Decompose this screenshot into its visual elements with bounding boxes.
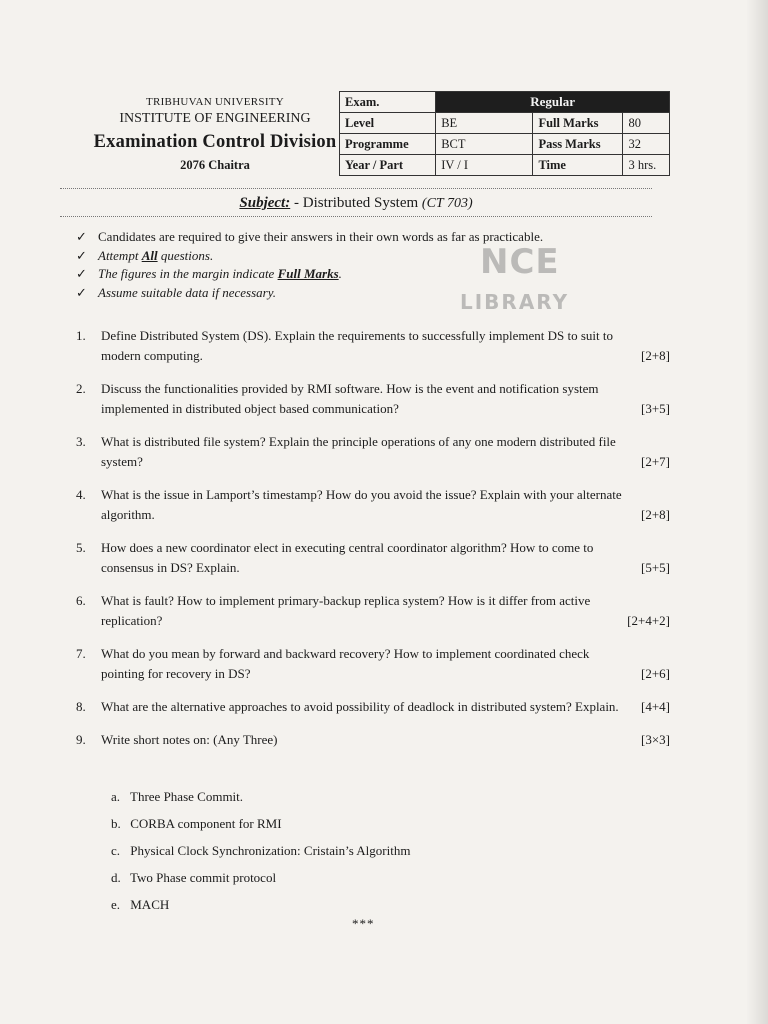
question-marks: [3+5] bbox=[641, 401, 670, 416]
question-number: 9. bbox=[76, 732, 86, 747]
short-note-item bbox=[111, 787, 410, 814]
division-name: Examination Control Division bbox=[93, 132, 337, 152]
stamp-line-2: LIBRARY bbox=[460, 290, 570, 314]
question-marks: [4+4] bbox=[641, 699, 670, 714]
instruction-text-pre: The figures in the margin indicate bbox=[98, 266, 278, 281]
short-note-letter: b. bbox=[111, 816, 121, 831]
end-mark: *** bbox=[352, 916, 375, 931]
question-item bbox=[76, 432, 672, 472]
divider-top bbox=[60, 188, 652, 189]
question-text: What do you mean by forward and backward recovery? How to implement coordinated check pointing for recovery in DS? bbox=[101, 646, 590, 681]
question-number: 7. bbox=[76, 646, 86, 661]
question-marks: [2+8] bbox=[641, 348, 670, 363]
exam-info-table bbox=[339, 91, 670, 176]
question-number: 1. bbox=[76, 328, 86, 343]
question-marks: [2+8] bbox=[641, 507, 670, 522]
subject-separator: - bbox=[290, 195, 303, 211]
question-number: 8. bbox=[76, 699, 86, 714]
short-note-letter: a. bbox=[111, 789, 121, 804]
question-text: What are the alternative approaches to avoid possibility of deadlock in distributed system? Explain. bbox=[101, 699, 619, 714]
time-value: 3 hrs. bbox=[623, 155, 670, 176]
exam-row bbox=[340, 92, 670, 113]
pass-marks-label: Pass Marks bbox=[533, 134, 623, 155]
level-value: BE bbox=[436, 113, 533, 134]
exam-type: Regular bbox=[436, 92, 670, 113]
university-name: TRIBHUVAN UNIVERSITY bbox=[145, 96, 285, 108]
instruction-text-post: questions. bbox=[157, 247, 214, 263]
question-marks: [2+7] bbox=[641, 454, 670, 469]
question-text: What is fault? How to implement primary-backup replica system? How is it differ from active replication? bbox=[101, 593, 591, 628]
time-label: Time bbox=[533, 155, 623, 176]
question-item bbox=[76, 326, 672, 366]
short-note-text: Physical Clock Synchronization: Cristain’s Algorithm bbox=[130, 843, 411, 858]
check-icon: ✓ bbox=[76, 247, 87, 263]
short-note-text: Three Phase Commit. bbox=[130, 789, 244, 804]
exam-term: 2076 Chaitra bbox=[180, 158, 250, 172]
subject-line bbox=[60, 195, 652, 212]
question-number: 2. bbox=[76, 381, 86, 396]
instruction-item bbox=[76, 284, 636, 303]
short-notes-list bbox=[111, 787, 410, 922]
short-note-text: MACH bbox=[130, 897, 170, 912]
instruction-item bbox=[76, 228, 636, 247]
instruction-text bbox=[98, 247, 213, 266]
page-edge-shadow bbox=[746, 0, 768, 1024]
question-number: 3. bbox=[76, 434, 86, 449]
instruction-text bbox=[98, 265, 342, 284]
short-note-item bbox=[111, 841, 410, 868]
programme-row bbox=[340, 134, 670, 155]
programme-label: Programme bbox=[340, 134, 436, 155]
level-row bbox=[340, 113, 670, 134]
question-item bbox=[76, 379, 672, 419]
short-note-item bbox=[111, 868, 410, 895]
subject-code: (CT 703) bbox=[421, 196, 473, 211]
full-marks-value: 80 bbox=[623, 113, 670, 134]
question-text: Discuss the functionalities provided by RMI software. How is the event and notification system implemented in distributed object based communication? bbox=[101, 381, 599, 416]
instruction-text: Assume suitable data if necessary. bbox=[98, 284, 277, 300]
question-list bbox=[76, 326, 672, 750]
question-item bbox=[76, 591, 672, 631]
short-note-letter: c. bbox=[111, 843, 121, 858]
check-icon: ✓ bbox=[76, 229, 87, 244]
question-text: What is distributed file system? Explain the principle operations of any one modern distributed file system? bbox=[101, 434, 616, 469]
question-marks: [5+5] bbox=[641, 560, 670, 575]
question-marks: [2+4+2] bbox=[627, 613, 670, 628]
short-note-text: CORBA component for RMI bbox=[130, 816, 282, 831]
short-note-letter: e. bbox=[111, 897, 121, 912]
short-note-text: Two Phase commit protocol bbox=[130, 870, 277, 885]
check-icon: ✓ bbox=[76, 284, 87, 300]
question-marks: [2+6] bbox=[641, 666, 670, 681]
institute-name: INSTITUTE OF ENGINEERING bbox=[119, 111, 311, 126]
instruction-item bbox=[76, 265, 636, 284]
instruction-text: Candidates are required to give their answers in their own words as far as practicable. bbox=[98, 229, 544, 244]
instruction-text-pre: Attempt bbox=[98, 247, 142, 263]
header-block bbox=[60, 96, 370, 173]
year-part-label: Year / Part bbox=[340, 155, 436, 176]
divider-bottom bbox=[60, 216, 652, 217]
short-note-letter: d. bbox=[111, 870, 121, 885]
question-item bbox=[76, 644, 672, 684]
check-icon: ✓ bbox=[76, 266, 87, 281]
instruction-text-post: . bbox=[338, 266, 342, 281]
question-number: 6. bbox=[76, 593, 86, 608]
question-item bbox=[76, 730, 672, 750]
question-item bbox=[76, 697, 672, 717]
question-number: 4. bbox=[76, 487, 86, 502]
question-text: Write short notes on: (Any Three) bbox=[101, 732, 278, 747]
year-part-value: IV / I bbox=[436, 155, 533, 176]
instructions bbox=[76, 228, 636, 302]
instruction-emphasis: Full Marks bbox=[277, 266, 339, 281]
question-number: 5. bbox=[76, 540, 86, 555]
full-marks-label: Full Marks bbox=[533, 113, 623, 134]
stamp-line-1: NCE bbox=[480, 242, 560, 282]
instruction-emphasis: All bbox=[141, 247, 158, 263]
short-note-item bbox=[111, 814, 410, 841]
question-text: How does a new coordinator elect in executing central coordinator algorithm? How to come to consensus in DS? Explain. bbox=[101, 540, 594, 575]
subject-name: Distributed System bbox=[302, 195, 419, 211]
instruction-item bbox=[76, 247, 636, 266]
year-part-row bbox=[340, 155, 670, 176]
exam-label: Exam. bbox=[340, 92, 436, 113]
pass-marks-value: 32 bbox=[623, 134, 670, 155]
question-item bbox=[76, 485, 672, 525]
level-label: Level bbox=[340, 113, 436, 134]
question-item bbox=[76, 538, 672, 578]
question-text: What is the issue in Lamport’s timestamp? How do you avoid the issue? Explain with your alternate algorithm. bbox=[101, 487, 622, 522]
subject-label: Subject: bbox=[239, 195, 291, 211]
programme-value: BCT bbox=[436, 134, 533, 155]
question-marks: [3×3] bbox=[641, 732, 670, 747]
question-text: Define Distributed System (DS). Explain the requirements to successfully implement DS to suit to modern computing. bbox=[101, 328, 613, 363]
